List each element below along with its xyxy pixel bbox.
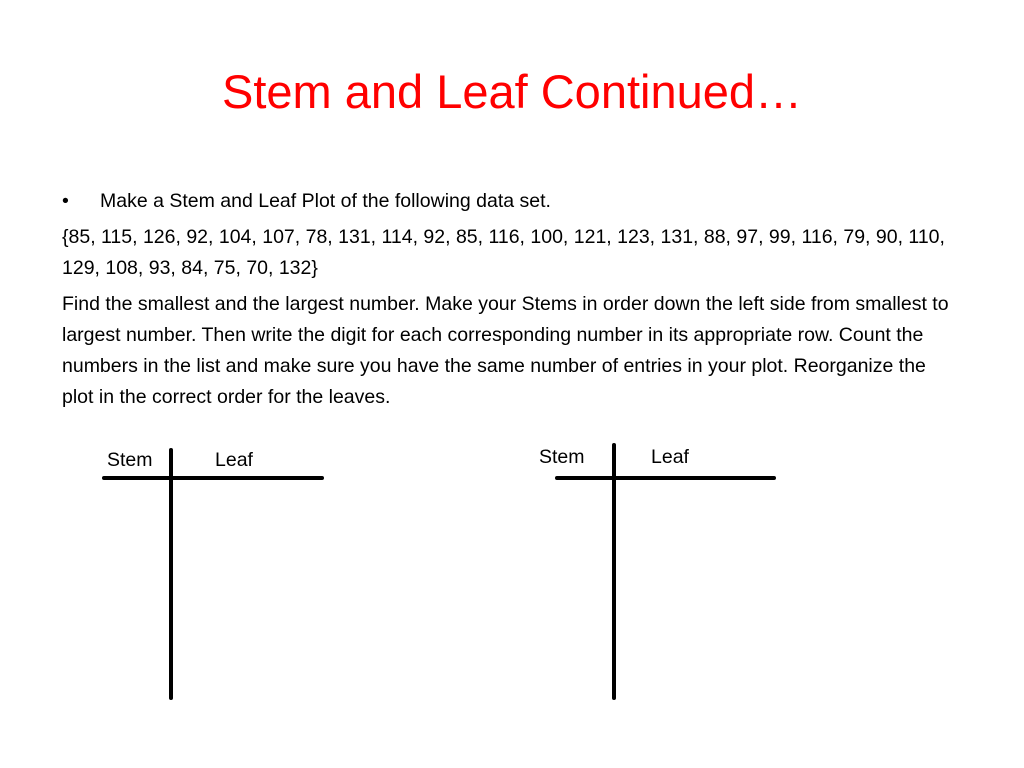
plot-horizontal-line [102,476,324,480]
bullet-icon: • [62,190,69,212]
slide-content [62,186,962,418]
stem-label: Stem [107,449,153,471]
leaf-label: Leaf [215,449,253,471]
bullet-item [62,186,962,217]
instructions-text: Find the smallest and the largest number. Make your Stems in order down the left side from smallest to largest number. Then write the digit for each corresponding number in its appropriate row. Count the numbers in the list and make sure you have the same number of entries in your plot. Reorganize the plot in the correct order for the leaves. [62,293,949,408]
stem-label: Stem [539,446,585,468]
plot-horizontal-line [555,476,776,480]
bullet-text: Make a Stem and Leaf Plot of the following data set. [100,190,551,212]
data-set-text: {85, 115, 126, 92, 104, 107, 78, 131, 114, 92, 85, 116, 100, 121, 123, 131, 88, 97, 99, 116, 79, 90, 110, 129, 108, 93, 84, 75, 70, 132} [62,226,945,279]
plot-vertical-line [612,443,616,700]
plot-vertical-line [169,448,173,700]
slide-title: Stem and Leaf Continued… [221,65,803,118]
leaf-label: Leaf [651,446,689,468]
